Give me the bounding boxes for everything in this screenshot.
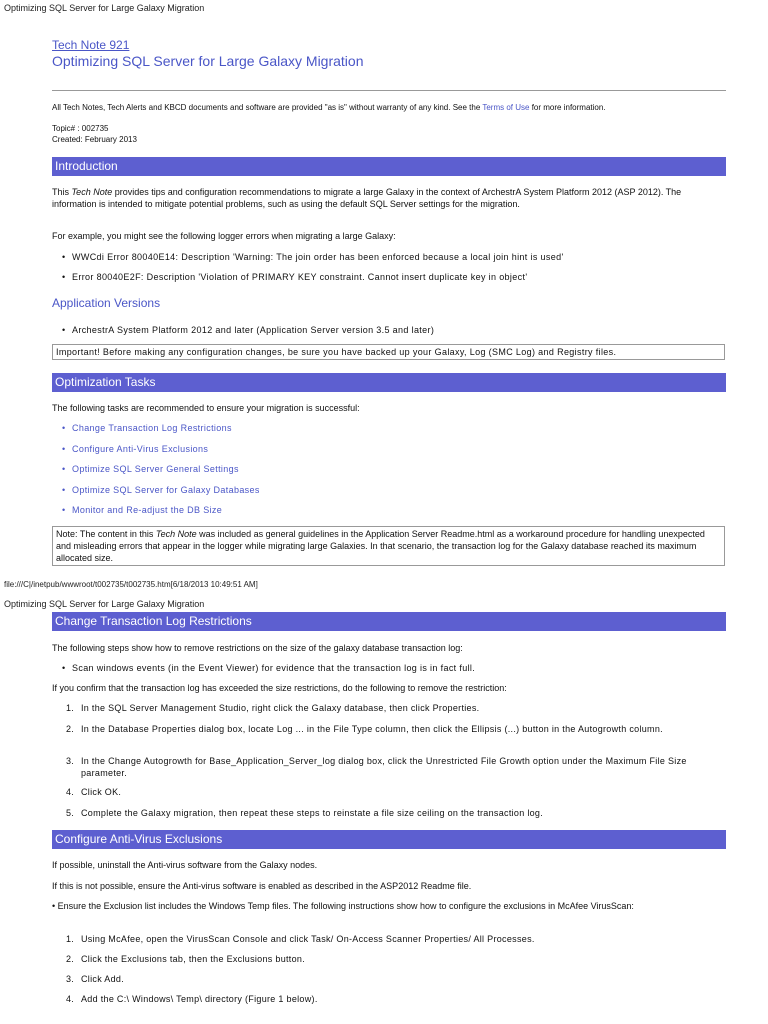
disclaimer (52, 103, 726, 112)
step-item: 2. In the Database Properties dialog box, locate Log ... in the File Type column, then click the Ellipsis (...) button in the Autogrowth column. (66, 723, 726, 735)
section-heading-application-versions: Application Versions (52, 296, 161, 310)
antivirus-p2: If this is not possible, ensure the Anti-virus software is enabled as described in the ASP2012 Readme file. (52, 881, 472, 891)
error-item: • WWCdi Error 80040E14: Description 'Warning: The join order has been enforced because a local join hint is used' (72, 251, 722, 263)
note-text: Note: The content in this (56, 529, 156, 539)
step-item: 3. In the Change Autogrowth for Base_Application_Server_log dialog box, click the Unrestricted File Growth option under the Maximum File Size parameter. (66, 755, 726, 779)
title-divider (52, 90, 726, 91)
document-title-block (52, 38, 726, 69)
av-step-item: 1. Using McAfee, open the VirusScan Console and click Task/ On-Access Scanner Properties/ All Processes. (66, 933, 726, 945)
page-header: Optimizing SQL Server for Large Galaxy Migration (4, 599, 205, 609)
step-text: Click Add. (81, 974, 125, 984)
page-footer-url: file:///C|/inetpub/wwwroot/t002735/t002735.htm[6/18/2013 10:49:51 AM] (4, 580, 258, 589)
task-link-db-size[interactable]: • Monitor and Re-adjust the DB Size (72, 504, 722, 516)
translog-confirm-text: If you confirm that the transaction log has exceeded the size restrictions, do the following to remove the restriction: (52, 683, 507, 693)
task-link-galaxy-databases[interactable]: • Optimize SQL Server for Galaxy Databases (72, 484, 722, 496)
step-text: Add the C:\ Windows\ Temp\ directory (Figure 1 below). (81, 994, 318, 1004)
intro-tech-note-em: Tech Note (71, 187, 113, 197)
task-link-general-settings[interactable]: • Optimize SQL Server General Settings (72, 463, 722, 475)
av-step-item: 4. Add the C:\ Windows\ Temp\ directory (Figure 1 below). (66, 993, 726, 1005)
terms-of-use-link[interactable]: Terms of Use (482, 103, 530, 112)
page-header: Optimizing SQL Server for Large Galaxy Migration (4, 3, 205, 13)
disclaimer-text-end: for more information. (529, 103, 606, 112)
tasks-intro: The following tasks are recommended to ensure your migration is successful: (52, 403, 360, 413)
tech-note-link[interactable]: Tech Note 921 (52, 38, 130, 52)
step-text: In the Database Properties dialog box, locate Log ... in the File Type column, then click the Ellipsis (...) button in the Autogrowth column. (81, 724, 663, 734)
step-item: 1. In the SQL Server Management Studio, right click the Galaxy database, then click Properties. (66, 702, 726, 714)
important-notice: Important! Before making any configuration changes, be sure you have backed up your Galaxy, Log (SMC Log) and Registry files. (52, 344, 725, 360)
step-text: Using McAfee, open the VirusScan Console and click Task/ On-Access Scanner Properties/ All Processes. (81, 934, 535, 944)
document-meta (52, 123, 726, 145)
page-title: Optimizing SQL Server for Large Galaxy Migration (52, 53, 364, 69)
version-item: • ArchestrA System Platform 2012 and later (Application Server version 3.5 and later) (72, 324, 722, 336)
step-item: 4. Click OK. (66, 786, 726, 798)
step-text: In the Change Autogrowth for Base_Application_Server_log dialog box, click the Unrestricted File Growth option under the Maximum File Size parameter. (81, 756, 687, 778)
intro-example-text: For example, you might see the following logger errors when migrating a large Galaxy: (52, 231, 396, 241)
step-text: In the SQL Server Management Studio, right click the Galaxy database, then click Properties. (81, 703, 480, 713)
av-step-item: 2. Click the Exclusions tab, then the Exclusions button. (66, 953, 726, 965)
section-heading-change-transaction-log: Change Transaction Log Restrictions (52, 612, 726, 631)
intro-paragraph (52, 186, 722, 210)
translog-bullet: • Scan windows events (in the Event Viewer) for evidence that the transaction log is in fact full. (72, 662, 722, 674)
error-item: • Error 80040E2F: Description 'Violation of PRIMARY KEY constraint. Cannot insert duplicate key in object' (72, 271, 722, 283)
step-text: Click OK. (81, 787, 122, 797)
av-step-item: 3. Click Add. (66, 973, 726, 985)
topic-number: Topic# : 002735 (52, 124, 109, 133)
note-text-end: was included as general guidelines in the Application Server Readme.html as a workaround procedure for handling unexpected and misleading errors that appear in the logger while migrating large Galaxies. In that scenario, the transaction log for the Galaxy database reached its maximum allocated size. (56, 529, 705, 563)
task-link-transaction-log[interactable]: • Change Transaction Log Restrictions (72, 422, 722, 434)
note-box (52, 526, 725, 566)
section-heading-introduction: Introduction (52, 157, 726, 176)
antivirus-p3: • Ensure the Exclusion list includes the Windows Temp files. The following instructions show how to configure the exclusions in McAfee VirusScan: (52, 901, 634, 911)
section-heading-optimization-tasks: Optimization Tasks (52, 373, 726, 392)
translog-intro: The following steps show how to remove restrictions on the size of the galaxy database transaction log: (52, 643, 463, 653)
disclaimer-text: All Tech Notes, Tech Alerts and KBCD documents and software are provided "as is" without warranty of any kind. See the (52, 103, 483, 112)
intro-text: This (52, 187, 72, 197)
note-tech-note-em: Tech Note (155, 529, 197, 539)
created-date: Created: February 2013 (52, 135, 137, 144)
antivirus-p1: If possible, uninstall the Anti-virus software from the Galaxy nodes. (52, 860, 318, 870)
task-link-antivirus[interactable]: • Configure Anti-Virus Exclusions (72, 443, 722, 455)
intro-text-end: provides tips and configuration recommendations to migrate a large Galaxy in the context of ArchestrA System Platform 2012 (ASP 2012). The information is intended to mitigate potential problems, such as using the default SQL Server settings for the migration. (52, 187, 682, 209)
section-heading-antivirus: Configure Anti-Virus Exclusions (52, 830, 726, 849)
step-item: 5. Complete the Galaxy migration, then repeat these steps to reinstate a file size ceiling on the transaction log. (66, 807, 726, 819)
step-text: Complete the Galaxy migration, then repeat these steps to reinstate a file size ceiling on the transaction log. (81, 808, 544, 818)
step-text: Click the Exclusions tab, then the Exclusions button. (81, 954, 306, 964)
